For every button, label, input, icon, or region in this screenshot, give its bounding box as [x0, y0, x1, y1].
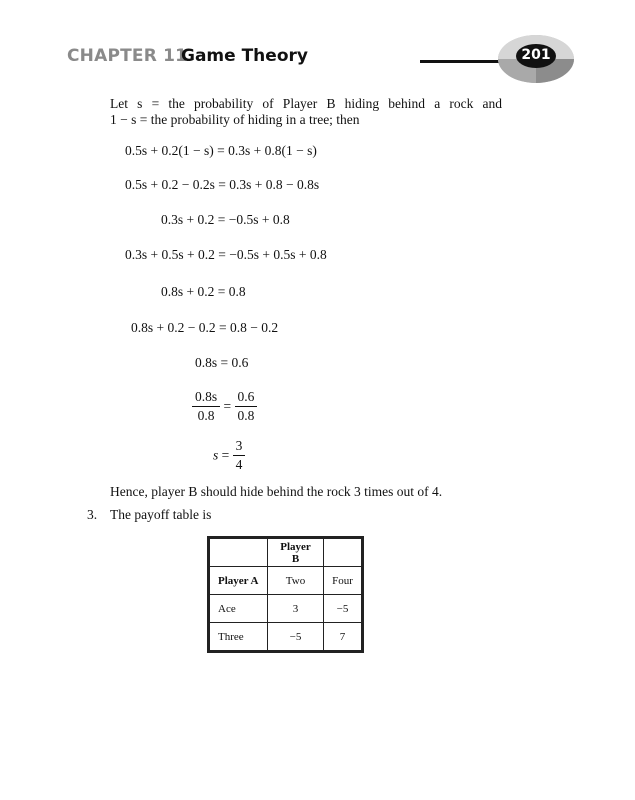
equation-3: 0.3s + 0.2 = −0.5s + 0.8 — [161, 212, 290, 227]
row-label-three: Three — [210, 623, 268, 651]
rhs-denominator: 0.8 — [237, 408, 255, 423]
header-rule — [420, 60, 505, 63]
equals-sign: = — [223, 398, 232, 414]
player-b-header: Player B — [268, 539, 324, 567]
fraction-equation — [192, 389, 257, 424]
intro-line-1: Let s = the probability of Player B hiding behind a rock and — [110, 96, 502, 111]
rhs-fraction — [235, 389, 258, 424]
solution-variable: s — [213, 447, 219, 463]
intro-line-2: 1 − s = the probability of hiding in a tree; then — [110, 112, 360, 127]
cell-ace-two: 3 — [268, 595, 324, 623]
cell-three-two: −5 — [268, 623, 324, 651]
column-four-header: Four — [324, 567, 362, 595]
equation-6: 0.8s + 0.2 − 0.2 = 0.8 − 0.2 — [131, 320, 279, 335]
solution-denominator: 4 — [235, 457, 243, 472]
lhs-numerator: 0.8s — [192, 389, 220, 407]
cell-three-four: 7 — [324, 623, 362, 651]
lhs-denominator: 0.8 — [197, 408, 215, 423]
conclusion-text: Hence, player B should hide behind the rock 3 times out of 4. — [110, 484, 443, 499]
solution-equation — [213, 438, 245, 473]
empty-corner-cell — [210, 539, 268, 567]
payoff-table-frame — [207, 536, 364, 653]
equation-4: 0.3s + 0.5s + 0.2 = −0.5s + 0.5s + 0.8 — [125, 247, 327, 262]
equation-5: 0.8s + 0.2 = 0.8 — [161, 284, 246, 299]
row-label-ace: Ace — [210, 595, 268, 623]
equation-7: 0.8s = 0.6 — [195, 355, 249, 370]
solution-equals: = — [221, 447, 230, 463]
player-a-header: Player A — [210, 567, 268, 595]
page-number-badge — [497, 34, 575, 84]
item-text: The payoff table is — [110, 507, 212, 522]
page-number: 201 — [521, 47, 551, 63]
solution-fraction — [233, 438, 246, 473]
rhs-numerator: 0.6 — [235, 389, 258, 407]
equation-2: 0.5s + 0.2 − 0.2s = 0.3s + 0.8 − 0.8s — [125, 177, 320, 192]
table-row — [210, 595, 362, 623]
table-column-row — [210, 567, 362, 595]
column-two-header: Two — [268, 567, 324, 595]
equation-1: 0.5s + 0.2(1 − s) = 0.3s + 0.8(1 − s) — [125, 143, 317, 158]
lhs-fraction — [192, 389, 220, 424]
item-number: 3. — [87, 507, 98, 522]
solution-numerator: 3 — [233, 438, 246, 456]
chapter-label: CHAPTER 11 — [67, 46, 188, 66]
payoff-table — [209, 538, 362, 651]
empty-header-cell — [324, 539, 362, 567]
table-header-row — [210, 539, 362, 567]
table-row — [210, 623, 362, 651]
chapter-title: Game Theory — [181, 46, 308, 66]
cell-ace-four: −5 — [324, 595, 362, 623]
